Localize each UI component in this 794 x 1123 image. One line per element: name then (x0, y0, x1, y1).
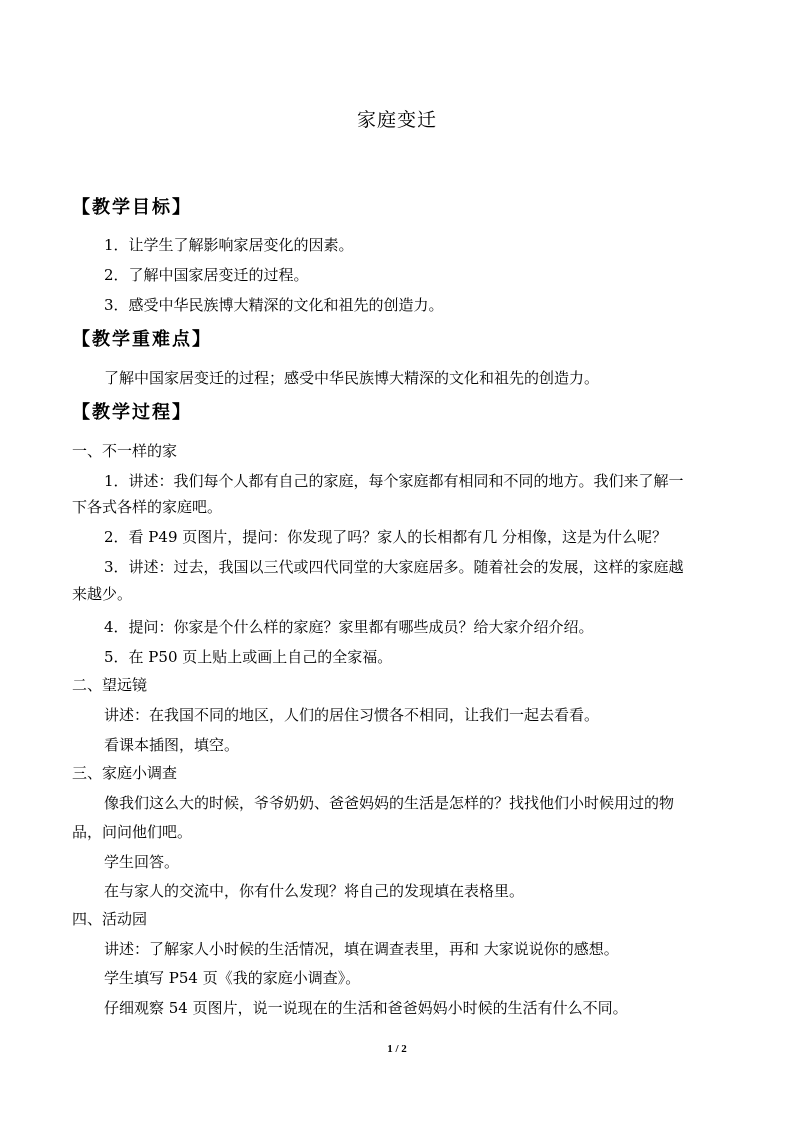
paragraph-line: 2．看 P49 页图片，提问：你发现了吗？家人的长相都有几 分相像，这是为什么呢？ (104, 528, 668, 546)
section-heading-goals: 【教学目标】 (72, 197, 192, 218)
section-heading-keypoints: 【教学重难点】 (72, 329, 212, 350)
section-heading-process: 【教学过程】 (72, 402, 192, 423)
paragraph-line: 下各式各样的家庭吧。 (72, 498, 223, 516)
goal-item: 2．了解中国家居变迁的过程。 (104, 266, 309, 284)
subsection-title: 一、不一样的家 (72, 442, 178, 460)
paragraph-line: 讲述：了解家人小时候的生活情况，填在调查表里，再和 大家说说你的感想。 (104, 940, 619, 958)
subsection-title: 四、活动园 (72, 910, 148, 928)
paragraph-line: 4．提问：你家是个什么样的家庭？家里都有哪些成员？给大家介绍介绍。 (104, 618, 594, 636)
paragraph-line: 仔细观察 54 页图片，说一说现在的生活和爸爸妈妈小时候的生活有什么不同。 (104, 999, 628, 1017)
goal-item: 1．让学生了解影响家居变化的因素。 (104, 236, 354, 254)
paragraph-line: 在与家人的交流中，你有什么发现？将自己的发现填在表格里。 (104, 882, 525, 900)
paragraph-line: 看课本插图，填空。 (104, 736, 240, 754)
paragraph-line: 5．在 P50 页上贴上或画上自己的全家福。 (104, 648, 393, 666)
subsection-title: 三、家庭小调查 (72, 764, 178, 782)
goal-item: 3．感受中华民族博大精深的文化和祖先的创造力。 (104, 296, 444, 314)
page-number: 1 / 2 (387, 1043, 407, 1055)
page-title: 家庭变迁 (356, 109, 437, 131)
keypoints-text: 了解中国家居变迁的过程；感受中华民族博大精深的文化和祖先的创造力。 (104, 369, 600, 387)
paragraph-line: 学生回答。 (104, 853, 180, 871)
paragraph-line: 品，问问他们吧。 (72, 823, 193, 841)
paragraph-line: 来越少。 (72, 585, 133, 603)
paragraph-line: 1．讲述：我们每个人都有自己的家庭，每个家庭都有相同和不同的地方。我们来了解一 (104, 472, 684, 490)
paragraph-line: 3．讲述：过去，我国以三代或四代同堂的大家庭居多。随着社会的发展，这样的家庭越 (104, 558, 684, 576)
paragraph-line: 像我们这么大的时候，爷爷奶奶、爸爸妈妈的生活是怎样的？找找他们小时候用过的物 (104, 794, 675, 812)
paragraph-line: 讲述：在我国不同的地区，人们的居住习惯各不相同，让我们一起去看看。 (104, 706, 600, 724)
paragraph-line: 学生填写 P54 页《我的家庭小调查》。 (104, 969, 361, 987)
subsection-title: 二、望远镜 (72, 676, 148, 694)
